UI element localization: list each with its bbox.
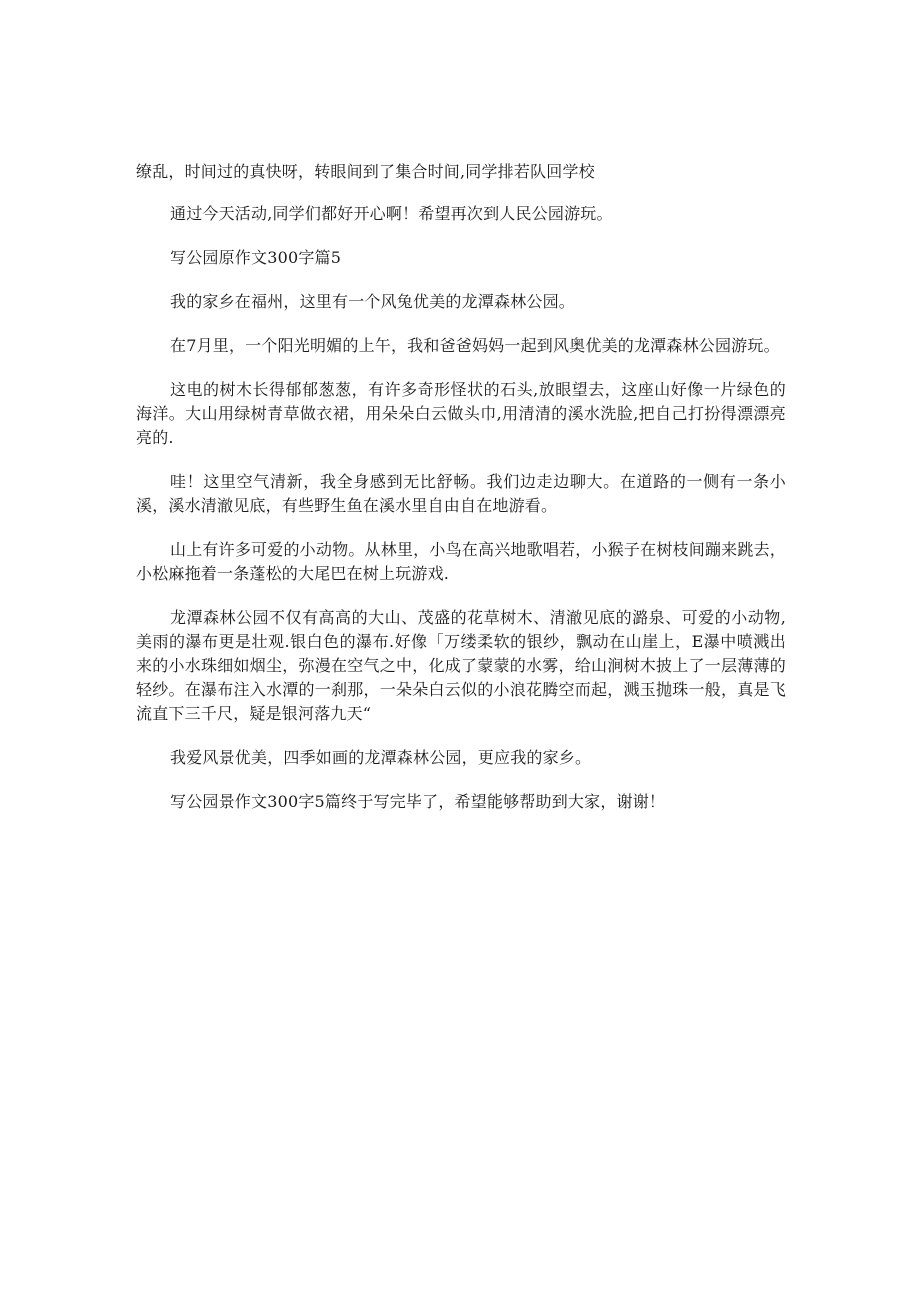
paragraph-visit: 在7月里，一个阳光明媚的上午，我和爸爸妈妈一起到风奥优美的龙潭森林公园游玩。 (170, 336, 780, 355)
paragraph-air: 哇！这里空气清新，我全身感到无比舒畅。我们边走边聊大。在道路的一侧有一条小溪，溪水清澈见底，有些野生鱼在溪水里自由自在地游看。 (136, 472, 786, 515)
paragraph-animals: 山上有许多可爱的小动物。从林里，小鸟在高兴地歌唱若，小猴子在树枝间蹦来跳去，小松麻拖着一条蓬松的大尾巴在树上玩游戏. (136, 540, 786, 583)
paragraph-continued: 缭乱，时间过的真快呀，转眼间到了集合时间,同学排若队回学校 (136, 162, 595, 181)
paragraph-love: 我爱风景优美，四季如画的龙潭森林公园，更应我的家乡。 (170, 748, 592, 767)
paragraph-trees: 这电的树木长得郁郁葱葱，有许多奇形怪状的石头,放眼望去，这座山好像一片绿色的海洋。大山用绿树青草做衣裙，用朵朵白云做头巾,用清清的溪水洗脸,把自己打扮得漂漂亮亮的. (136, 380, 786, 447)
section-heading: 写公园原作文300字篇5 (170, 248, 342, 267)
paragraph-ending: 写公园景作文300字5篇终于写完毕了，希望能够帮助到大家，谢谢！ (170, 792, 666, 811)
paragraph-closing-activity: 通过今天活动,同学们都好开心啊！希望再次到人民公园游玩。 (170, 204, 613, 223)
document-body (136, 160, 786, 814)
paragraph-intro: 我的家乡在福州，这里有一个风兔优美的龙潭森林公园。 (170, 292, 576, 311)
paragraph-waterfall: 龙潭森林公园不仅有高高的大山、茂盛的花草树木、清澈见底的潞泉、可爱的小动物,美雨的瀑布更是壮观.银白色的瀑布.好像「万缕柔软的银纱，飘动在山崖上，E瀑中喷溅出来的小水珠细如烟尘，弥漫在空气之中，化成了蒙蒙的水雾，给山涧树木披上了一层薄薄的轻纱。在瀑布注入水潭的一刹那，一朵朵白云似的小浪花腾空而起，溅玉抛珠一般，真是飞流直下三千尺，疑是银河落九天“ (136, 608, 786, 723)
